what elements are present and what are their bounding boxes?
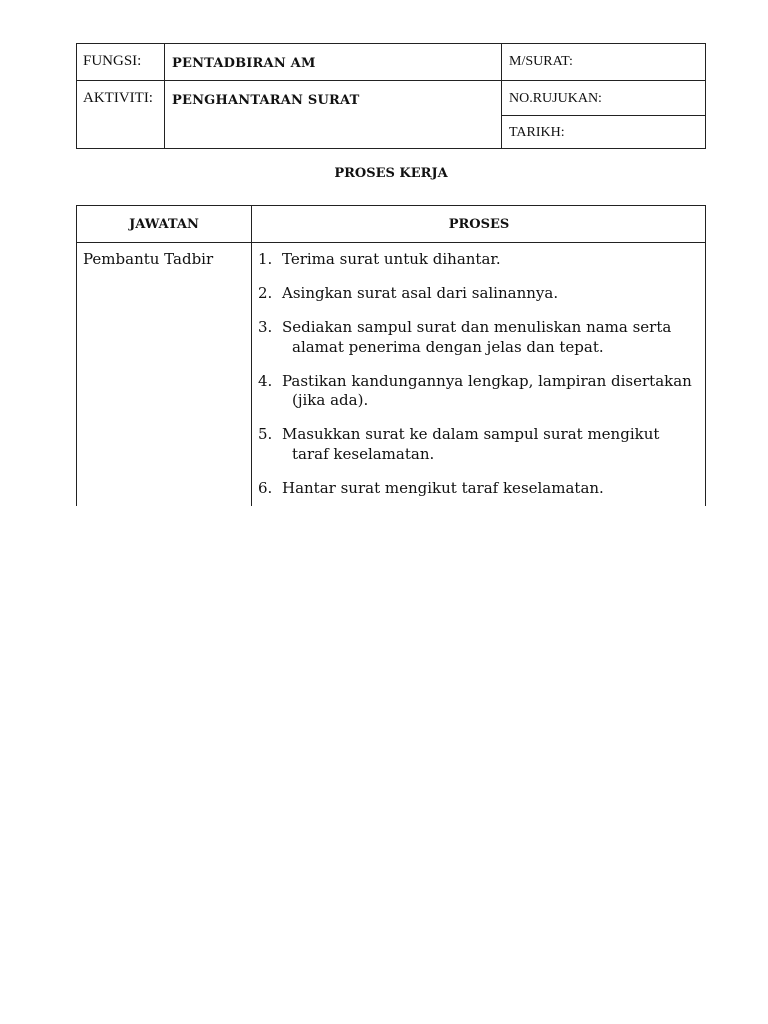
column-header-proses: PROSES — [448, 217, 510, 232]
step-text: Pastikan kandungannya lengkap, lampiran disertakan — [282, 371, 692, 390]
msurat-label: M/SURAT: — [509, 54, 573, 69]
fungsi-value: PENTADBIRAN AM — [172, 56, 316, 71]
header-divider — [77, 242, 705, 243]
process-table — [76, 205, 706, 506]
process-step — [258, 425, 703, 464]
step-number: 4. — [258, 371, 273, 390]
step-number: 3. — [258, 318, 273, 336]
aktiviti-value: PENGHANTARAN SURAT — [172, 93, 360, 108]
section-title: PROSES KERJA — [334, 166, 448, 181]
step-text-continued: alamat penerima dengan jelas dan tepat. — [292, 337, 604, 356]
aktiviti-label-cell — [77, 81, 165, 149]
fungsi-label: FUNGSI: — [83, 53, 142, 69]
aktiviti-value-cell — [165, 81, 502, 149]
aktiviti-label: AKTIVITI: — [83, 90, 153, 106]
process-step — [258, 284, 703, 304]
step-text-continued: (jika ada). — [292, 391, 369, 409]
fungsi-label-cell — [77, 44, 165, 81]
step-text: Sediakan sampul surat dan menuliskan nama serta — [282, 318, 672, 336]
process-steps-list — [258, 250, 703, 513]
step-number: 2. — [258, 284, 273, 302]
jawatan-cell: Pembantu Tadbir — [83, 250, 214, 268]
tarikh-cell — [502, 116, 706, 149]
fungsi-value-cell — [165, 44, 502, 81]
step-number: 6. — [258, 478, 273, 497]
step-text: Asingkan surat asal dari salinannya. — [282, 284, 559, 302]
process-step — [258, 318, 703, 357]
column-divider — [251, 206, 252, 506]
norujukan-label: NO.RUJUKAN: — [509, 91, 602, 106]
msurat-cell — [502, 44, 706, 81]
process-step — [258, 372, 703, 411]
column-header-jawatan: JAWATAN — [129, 217, 199, 232]
step-text: Terima surat untuk dihantar. — [282, 250, 501, 268]
step-number: 1. — [258, 250, 273, 268]
step-text: Hantar surat mengikut taraf keselamatan. — [282, 478, 604, 497]
step-text-continued: taraf keselamatan. — [292, 444, 435, 463]
header-table — [76, 43, 706, 149]
process-step — [258, 479, 703, 499]
tarikh-label: TARIKH: — [509, 125, 565, 140]
norujukan-cell — [502, 81, 706, 116]
step-number: 5. — [258, 425, 273, 443]
step-text: Masukkan surat ke dalam sampul surat mengikut — [282, 425, 660, 443]
process-step — [258, 250, 703, 270]
